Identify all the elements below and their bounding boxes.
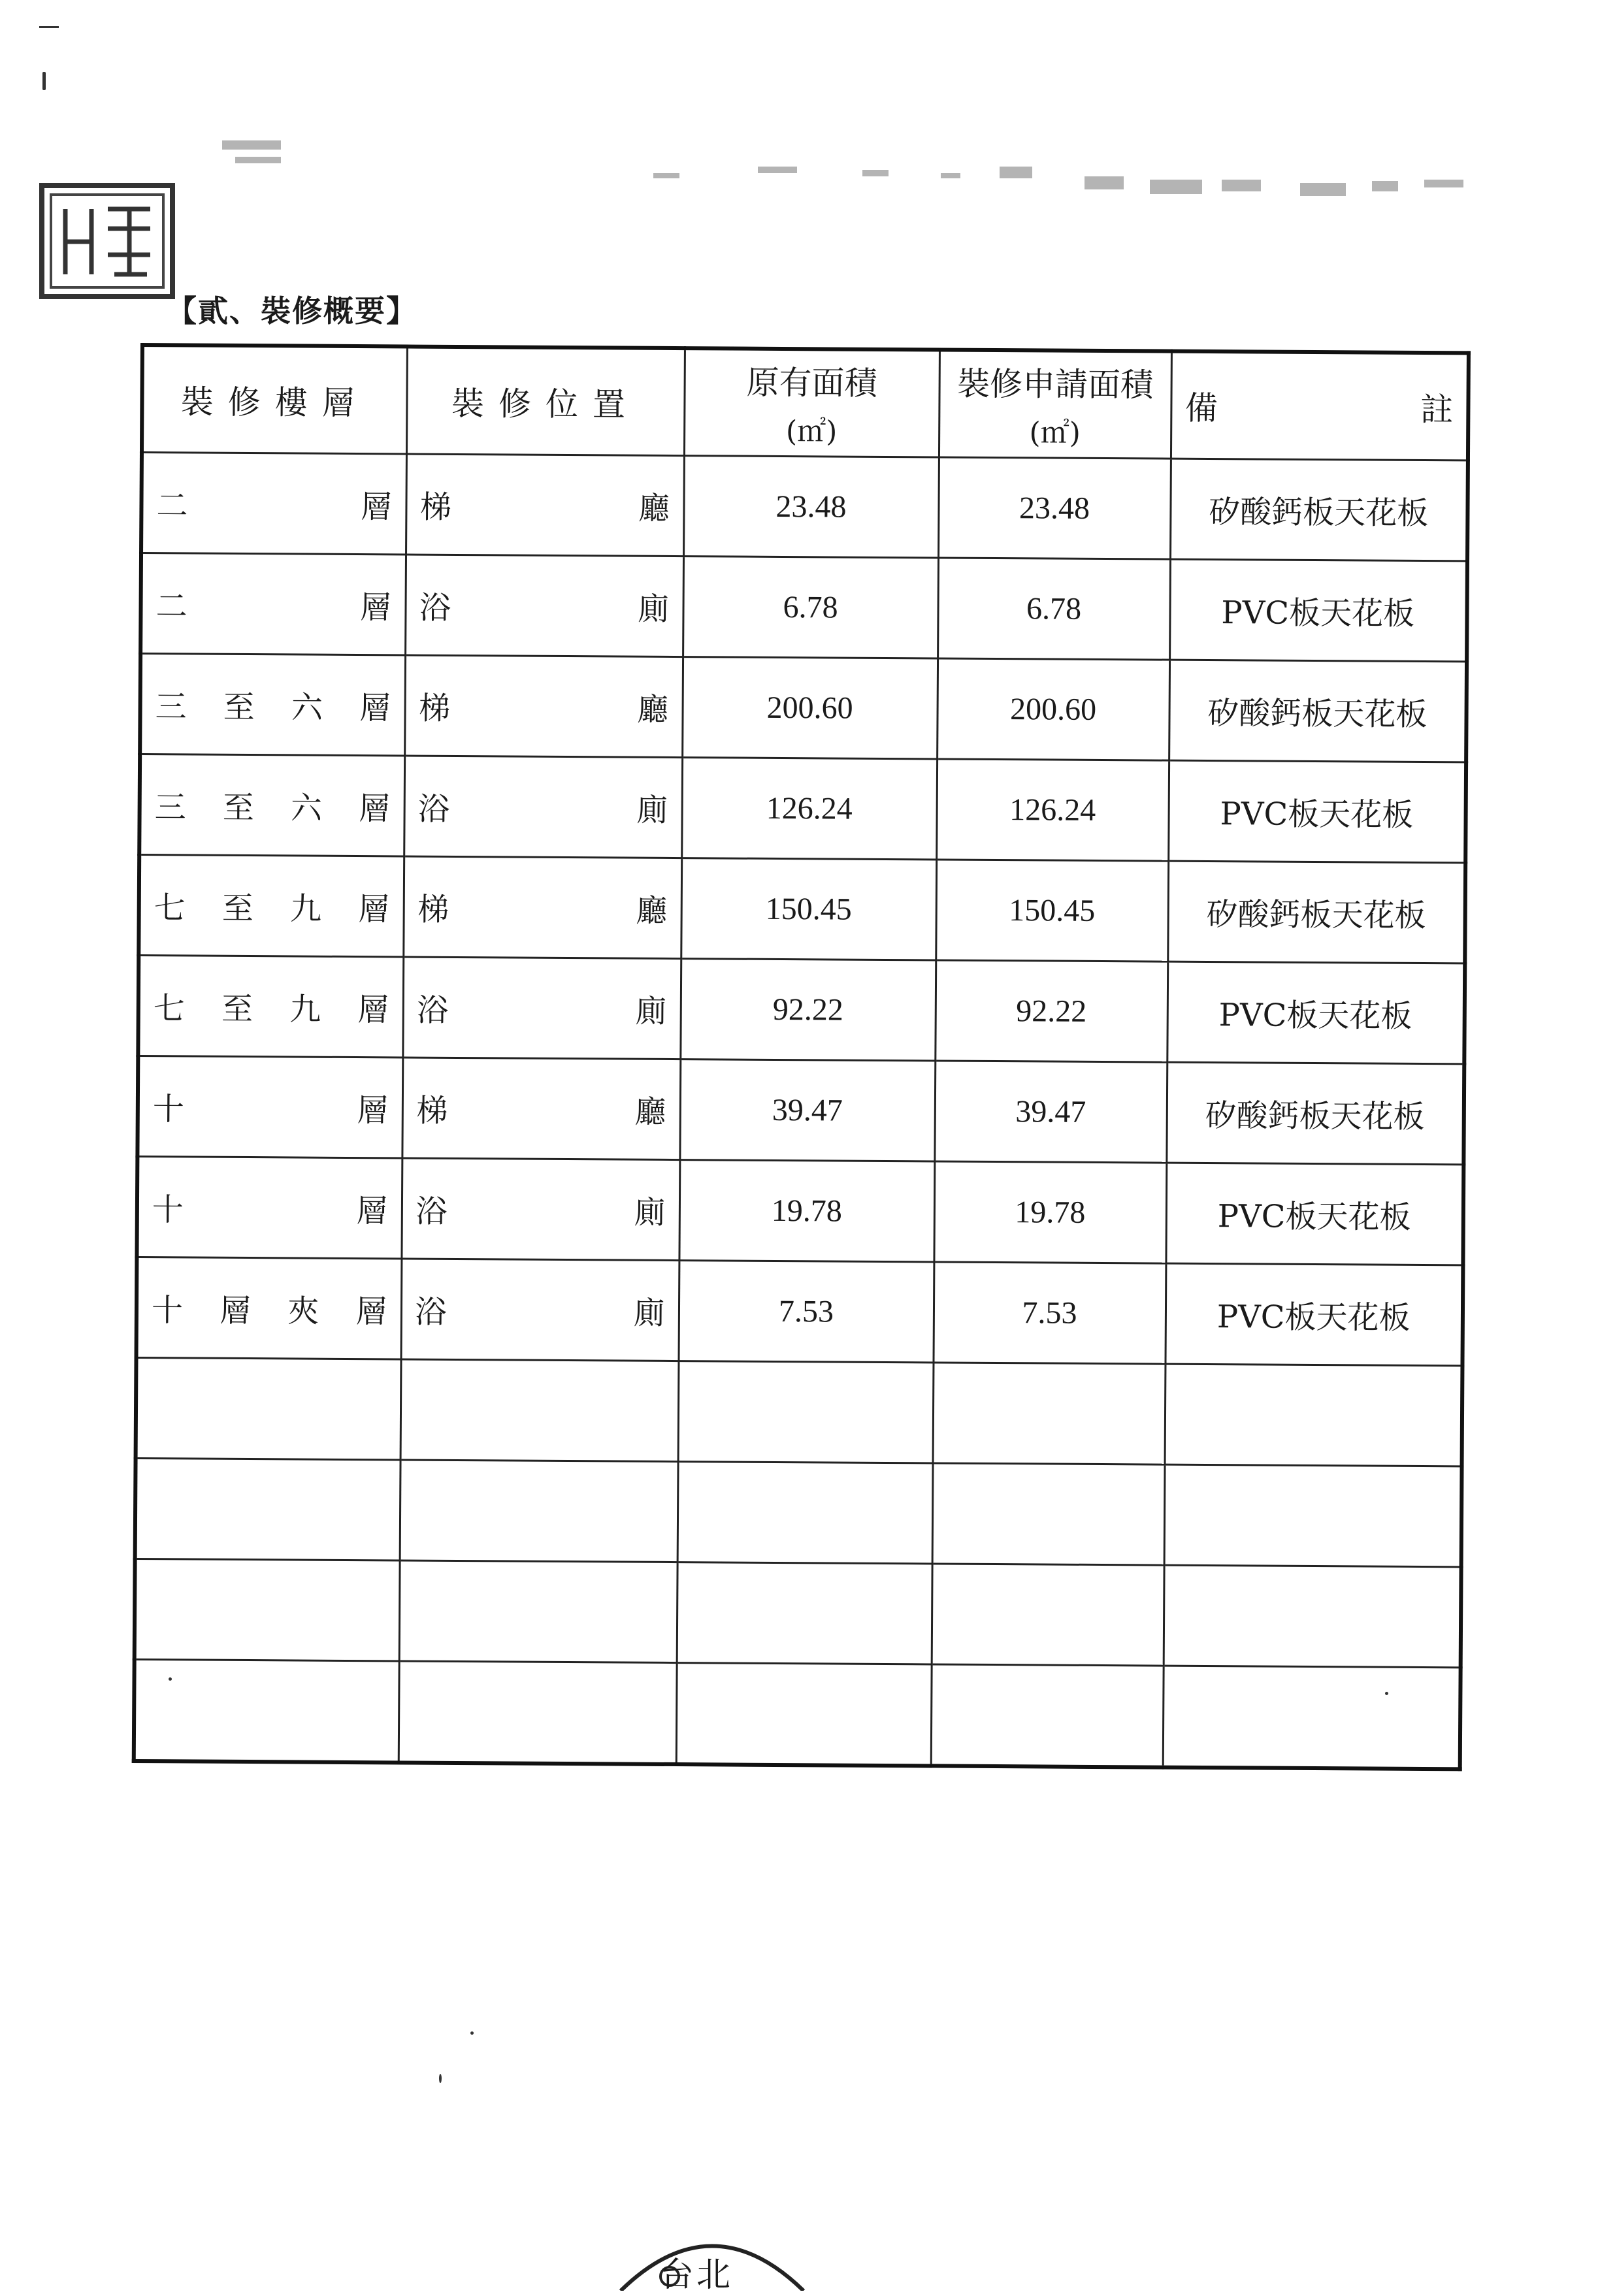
cell-applied-area: 92.22 bbox=[935, 960, 1167, 1062]
cell-applied-area: 6.78 bbox=[938, 558, 1170, 660]
cell-original-area: 19.78 bbox=[679, 1160, 934, 1262]
table-row bbox=[140, 553, 1467, 662]
section-title: 【貳、裝修概要】 bbox=[167, 293, 417, 329]
cell-remarks: PVC板天花板 bbox=[1167, 962, 1465, 1064]
cell-location: 梯廳 bbox=[402, 1058, 680, 1160]
table-header-row bbox=[142, 345, 1469, 461]
table-row bbox=[137, 1056, 1464, 1164]
header-remarks: 備 註 bbox=[1171, 351, 1469, 461]
cell-remarks bbox=[1165, 1364, 1463, 1466]
cell-original-area bbox=[677, 1562, 932, 1664]
photocopy-speck bbox=[1385, 1692, 1388, 1695]
cell-location: 梯廳 bbox=[404, 655, 683, 758]
cell-original-area bbox=[676, 1663, 932, 1766]
cell-location bbox=[400, 1460, 678, 1562]
cell-remarks: PVC板天花板 bbox=[1165, 1263, 1463, 1366]
cell-location: 浴廁 bbox=[401, 1158, 679, 1261]
header-original-area-unit: (㎡) bbox=[785, 415, 838, 449]
cell-original-area: 23.48 bbox=[683, 456, 939, 558]
cell-location: 梯廳 bbox=[403, 856, 681, 959]
cell-floor: 七至九層 bbox=[138, 956, 403, 1058]
cell-remarks: 矽酸鈣板天花板 bbox=[1166, 1062, 1464, 1165]
cell-applied-area bbox=[933, 1363, 1166, 1464]
cell-applied-area bbox=[932, 1564, 1164, 1666]
cell-original-area bbox=[677, 1462, 933, 1564]
table-row bbox=[138, 956, 1465, 1064]
cell-original-area: 200.60 bbox=[682, 657, 938, 759]
cell-applied-area bbox=[932, 1463, 1165, 1565]
cell-remarks: 矽酸鈣板天花板 bbox=[1169, 660, 1467, 762]
cell-floor: 二層 bbox=[140, 553, 406, 655]
cell-floor: 十層 bbox=[137, 1056, 402, 1157]
table-row bbox=[141, 453, 1468, 561]
header-floor: 裝修樓層 bbox=[142, 345, 407, 454]
cell-location: 梯廳 bbox=[406, 454, 684, 557]
cell-original-area: 126.24 bbox=[681, 758, 937, 860]
cell-original-area bbox=[678, 1361, 934, 1463]
cell-applied-area: 126.24 bbox=[936, 759, 1169, 861]
cell-applied-area: 23.48 bbox=[938, 457, 1171, 559]
cell-applied-area bbox=[931, 1664, 1164, 1768]
cell-floor: 十層 bbox=[137, 1156, 402, 1258]
table-row bbox=[134, 1659, 1461, 1769]
cell-remarks bbox=[1164, 1464, 1462, 1567]
cell-location: 浴廁 bbox=[404, 756, 682, 858]
cell-floor bbox=[134, 1659, 399, 1762]
cell-remarks: PVC板天花板 bbox=[1168, 760, 1466, 863]
faded-header-strip bbox=[222, 127, 1548, 206]
cell-remarks bbox=[1164, 1565, 1461, 1668]
table-row bbox=[136, 1357, 1463, 1466]
cell-original-area: 6.78 bbox=[683, 557, 938, 658]
cell-location bbox=[399, 1661, 677, 1764]
cell-location bbox=[399, 1560, 677, 1663]
footer-stamp-text: 台北 bbox=[660, 2256, 734, 2295]
header-applied-area-unit: (㎡) bbox=[1029, 416, 1081, 450]
cell-location bbox=[400, 1359, 679, 1462]
cell-location: 浴廁 bbox=[405, 555, 683, 657]
table-row bbox=[135, 1458, 1462, 1566]
cell-location: 浴廁 bbox=[402, 957, 681, 1059]
cell-floor: 二層 bbox=[141, 453, 406, 555]
renovation-summary-table-wrapper bbox=[132, 343, 1467, 1755]
table-row bbox=[137, 1257, 1463, 1365]
header-applied-area bbox=[939, 349, 1171, 459]
cell-floor: 三至六層 bbox=[139, 754, 404, 856]
cell-remarks: PVC板天花板 bbox=[1166, 1163, 1463, 1265]
photocopy-speck bbox=[169, 1677, 172, 1681]
cell-applied-area: 200.60 bbox=[937, 658, 1169, 760]
photocopy-speck bbox=[42, 72, 46, 90]
cell-applied-area: 39.47 bbox=[934, 1061, 1167, 1163]
cell-remarks: PVC板天花板 bbox=[1169, 559, 1467, 662]
cell-applied-area: 7.53 bbox=[933, 1262, 1166, 1364]
table-row bbox=[139, 754, 1466, 863]
cell-original-area: 39.47 bbox=[679, 1059, 935, 1161]
cell-applied-area: 150.45 bbox=[936, 860, 1168, 962]
photocopy-speck bbox=[39, 26, 59, 28]
header-original-area-label: 原有面積 bbox=[746, 363, 877, 402]
cell-floor: 十層夾層 bbox=[137, 1257, 402, 1359]
photocopy-speck bbox=[470, 2031, 474, 2035]
table-row bbox=[139, 855, 1465, 963]
cell-remarks bbox=[1163, 1666, 1461, 1769]
header-applied-area-label: 裝修申請面積 bbox=[956, 364, 1154, 404]
cell-original-area: 92.22 bbox=[680, 959, 936, 1061]
cell-floor bbox=[135, 1458, 400, 1560]
cell-floor: 七至九層 bbox=[139, 855, 404, 957]
cell-original-area: 150.45 bbox=[681, 858, 936, 960]
renovation-summary-table bbox=[132, 343, 1471, 1771]
photocopy-speck bbox=[439, 2074, 442, 2083]
seal-stamp bbox=[39, 183, 176, 300]
cell-original-area: 7.53 bbox=[678, 1261, 934, 1363]
cell-floor: 三至六層 bbox=[140, 654, 405, 756]
header-original-area bbox=[684, 348, 939, 457]
table-row bbox=[137, 1156, 1463, 1265]
cell-remarks: 矽酸鈣板天花板 bbox=[1170, 459, 1468, 561]
table-row bbox=[135, 1559, 1461, 1667]
table-row bbox=[140, 654, 1467, 762]
cell-remarks: 矽酸鈣板天花板 bbox=[1167, 861, 1465, 963]
header-location: 裝修位置 bbox=[406, 346, 685, 455]
cell-location: 浴廁 bbox=[401, 1259, 679, 1361]
cell-applied-area: 19.78 bbox=[934, 1161, 1166, 1263]
cell-floor bbox=[135, 1559, 400, 1660]
cell-floor bbox=[136, 1357, 401, 1459]
